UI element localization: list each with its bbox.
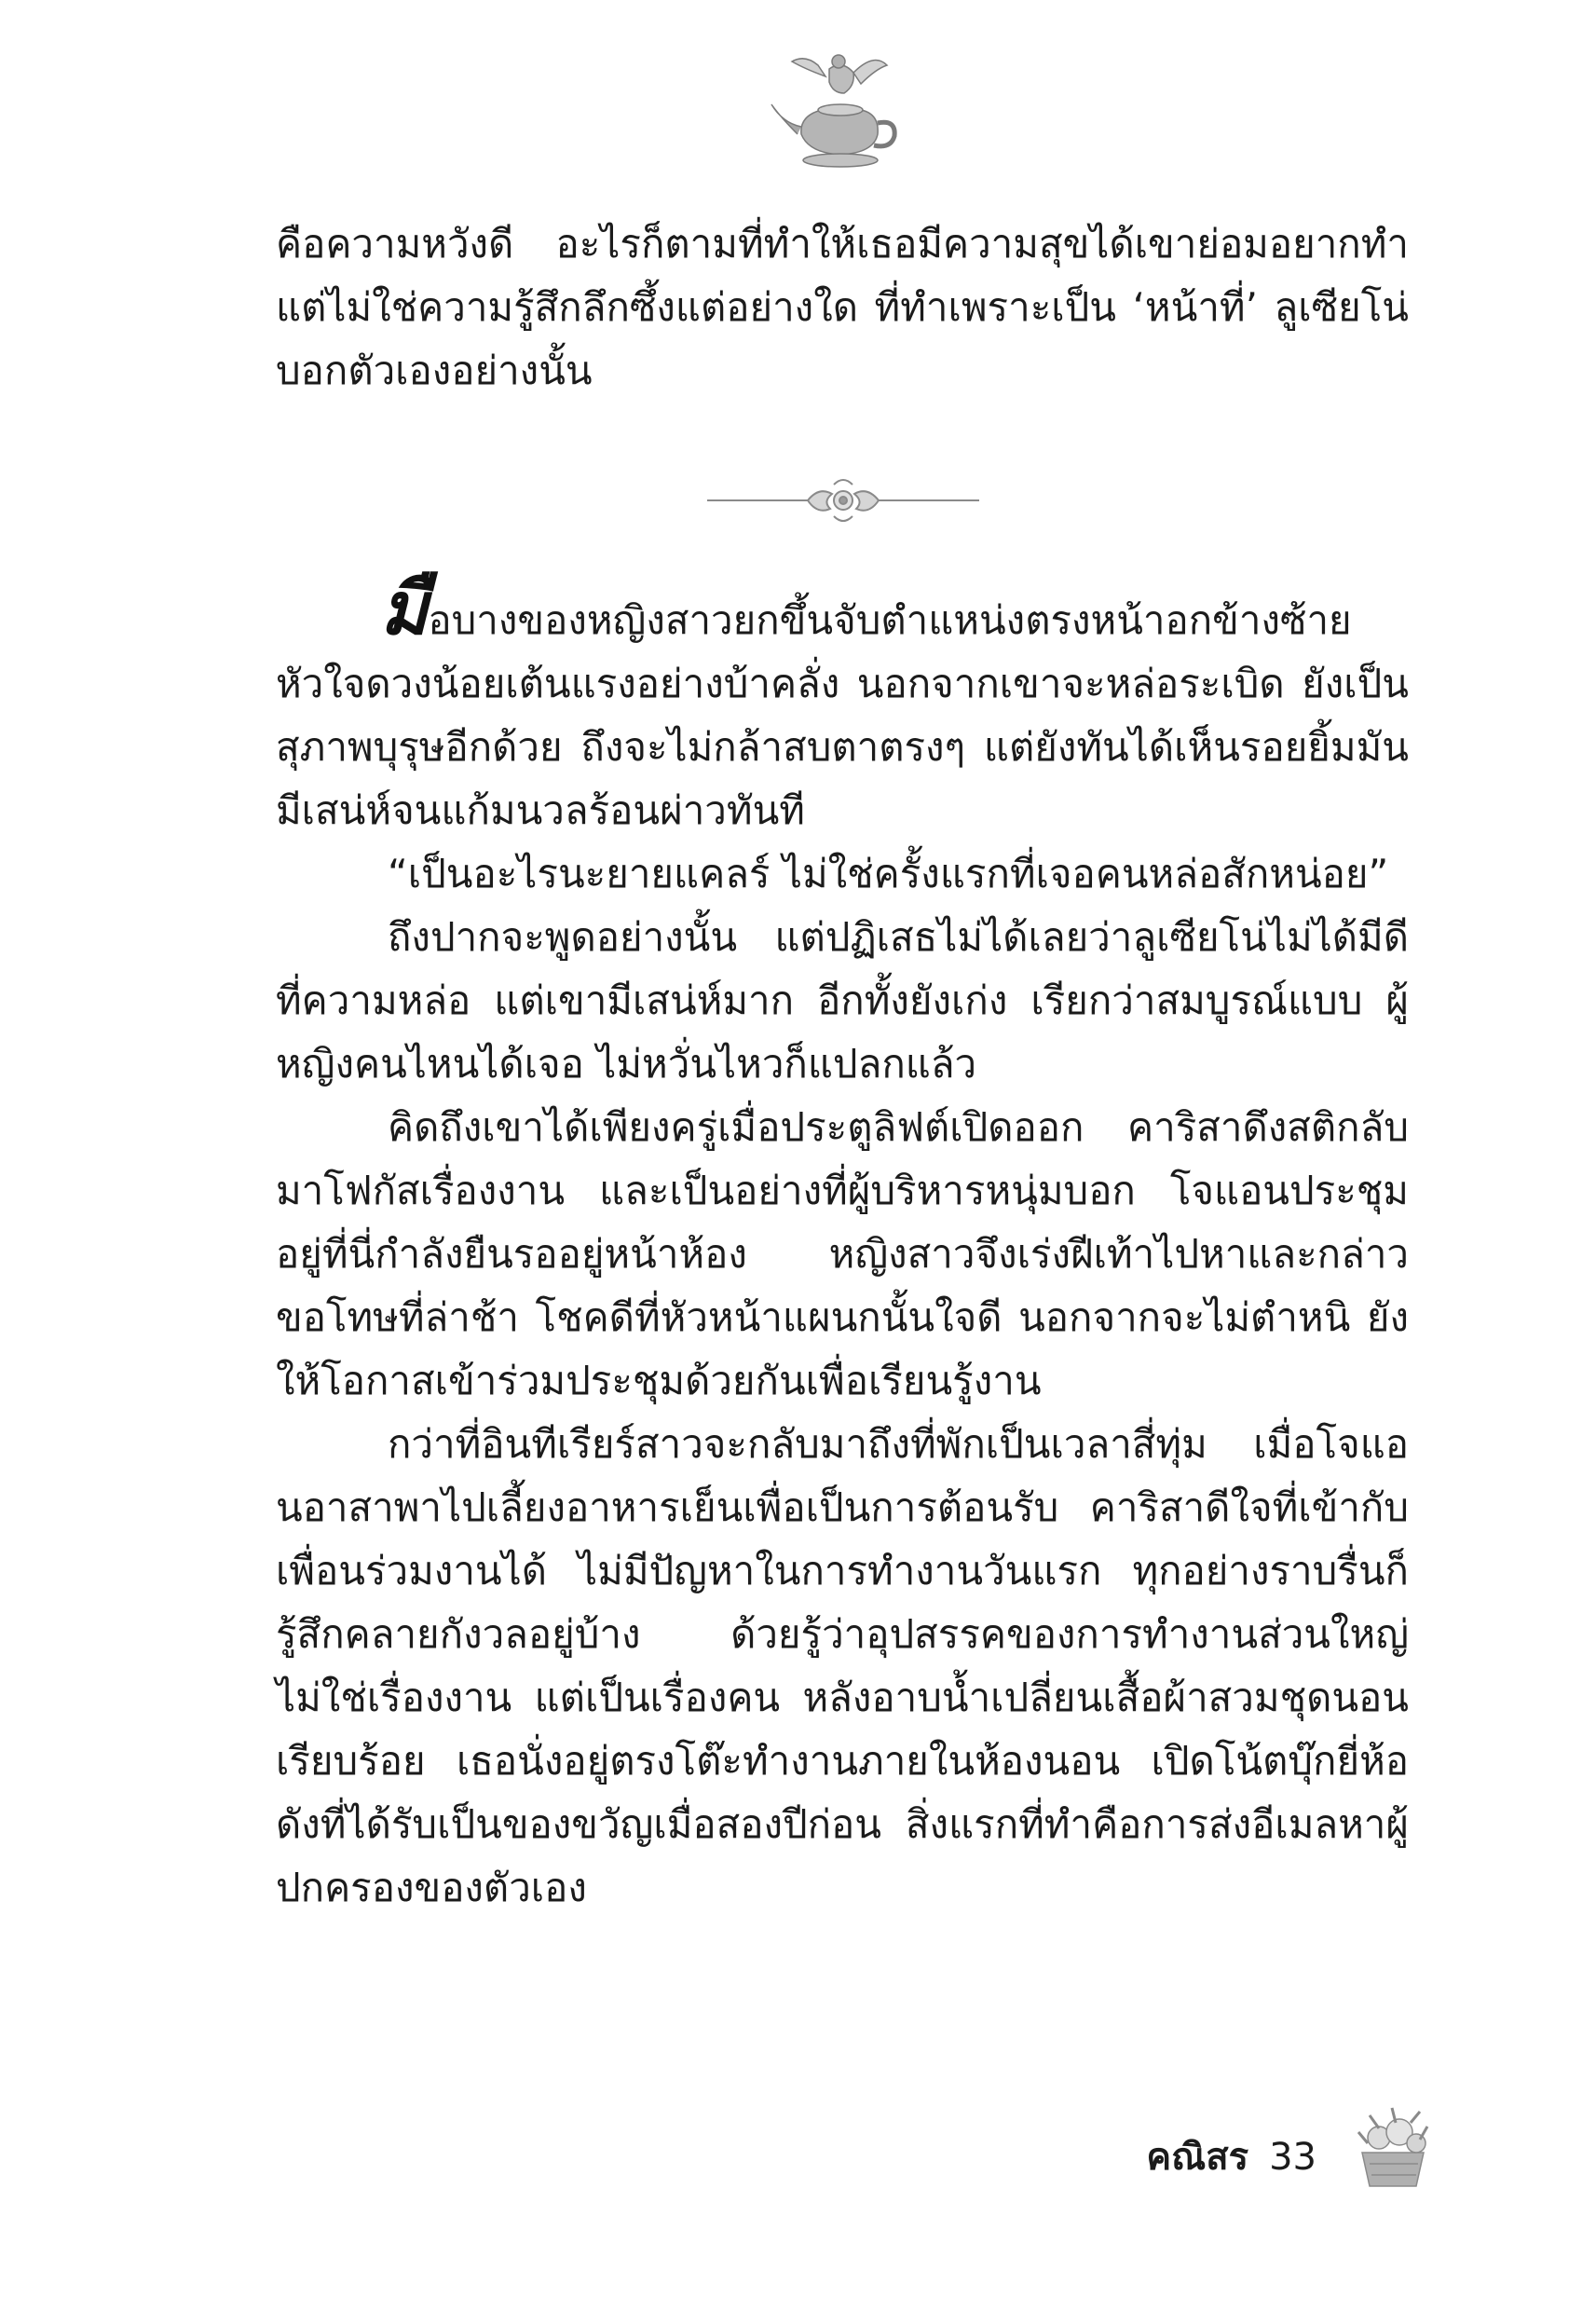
- paragraph-top: [276, 212, 1409, 403]
- page-footer: [1146, 2126, 1316, 2186]
- flourish-divider-icon: [703, 473, 983, 527]
- paragraph-2: “เป็นอะไรนะยายแคลร์ ไม่ใช่ครั้งแรกที่เจอคนหล่อสักหน่อย”: [388, 851, 1389, 896]
- paragraph-continuation: คือความหวังดี อะไรก็ตามที่ทำให้เธอมีความสุขได้เขาย่อมอยากทำ แต่ไม่ใช่ความรู้สึกลึกซึ้งแต่อย่างใด ที่ทำเพราะเป็น ‘หน้าที่’ ลูเซียโน่บอกตัวเองอย่างนั้น: [276, 221, 1409, 393]
- main-text: [276, 567, 1409, 1920]
- page-number: 33: [1269, 2136, 1316, 2179]
- teapot-cupid-ornament-icon: [764, 48, 904, 179]
- paragraph-1: [276, 567, 1409, 842]
- drop-cap: มื: [380, 567, 429, 651]
- paragraph-5: กว่าที่อินทีเรียร์สาวจะกลับมาถึงที่พักเป็นเวลาสี่ทุ่ม เมื่อโจแอนอาสาพาไปเลี้ยงอาหารเย็นเพื่อเป็นการต้อนรับ คาริสาดีใจที่เข้ากับเพื่อนร่วมงานได้ ไม่มีปัญหาในการทำงานวันแรก ทุกอย่างราบรื่นก็รู้สึกคลายกังวลอยู่บ้าง ด้วยรู้ว่าอุปสรรคของการทำงานส่วนใหญ่ไม่ใช่เรื่องงาน แต่เป็นเรื่องคน หลังอาบน้ำเปลี่ยนเสื้อผ้าสวมชุดนอนเรียบร้อย เธอนั่งอยู่ตรงโต๊ะทำงานภายในห้องนอน เปิดโน้ตบุ๊กยี่ห้อดังที่ได้รับเป็นของขวัญเมื่อสองปีก่อน สิ่งแรกที่ทำคือการส่งอีเมลหาผู้ปกครองของตัวเอง: [276, 1421, 1409, 1910]
- paragraph-3: ถึงปากจะพูดอย่างนั้น แต่ปฏิเสธไม่ได้เลยว่าลูเซียโน่ไม่ได้มีดีที่ความหล่อ แต่เขามีเสน่ห์มาก อีกทั้งยังเก่ง เรียกว่าสมบูรณ์แบบ ผู้หญิงคนไหนได้เจอ ไม่หวั่นไหวก็แปลกแล้ว: [276, 914, 1409, 1087]
- paragraph-1-text: อบางของหญิงสาวยกขึ้นจับตำแหน่งตรงหน้าอกข้างซ้าย หัวใจดวงน้อยเต้นแรงอย่างบ้าคลั่ง นอกจากเขาจะหล่อระเบิด ยังเป็นสุภาพบุรุษอีกด้วย ถึงจะไม่กล้าสบตาตรงๆ แต่ยังทันได้เห็นรอยยิ้มมันมีเสน่ห์จนแก้มนวลร้อนผ่าวทันที: [276, 597, 1409, 833]
- flower-basket-ornament-icon: [1342, 2095, 1444, 2197]
- paragraph-4: คิดถึงเขาได้เพียงครู่เมื่อประตูลิฟต์เปิดออก คาริสาดึงสติกลับมาโฟกัสเรื่องงาน และเป็นอย่างที่ผู้บริหารหนุ่มบอก โจแอนประชุมอยู่ที่นี่กำลังยืนรออยู่หน้าห้อง หญิงสาวจึงเร่งฝีเท้าไปหาและกล่าวขอโทษที่ล่าช้า โชคดีที่หัวหน้าแผนกนั้นใจดี นอกจากจะไม่ตำหนิ ยังให้โอกาสเข้าร่วมประชุมด้วยกันเพื่อเรียนรู้งาน: [276, 1104, 1409, 1403]
- author-name: คณิสร: [1146, 2136, 1249, 2179]
